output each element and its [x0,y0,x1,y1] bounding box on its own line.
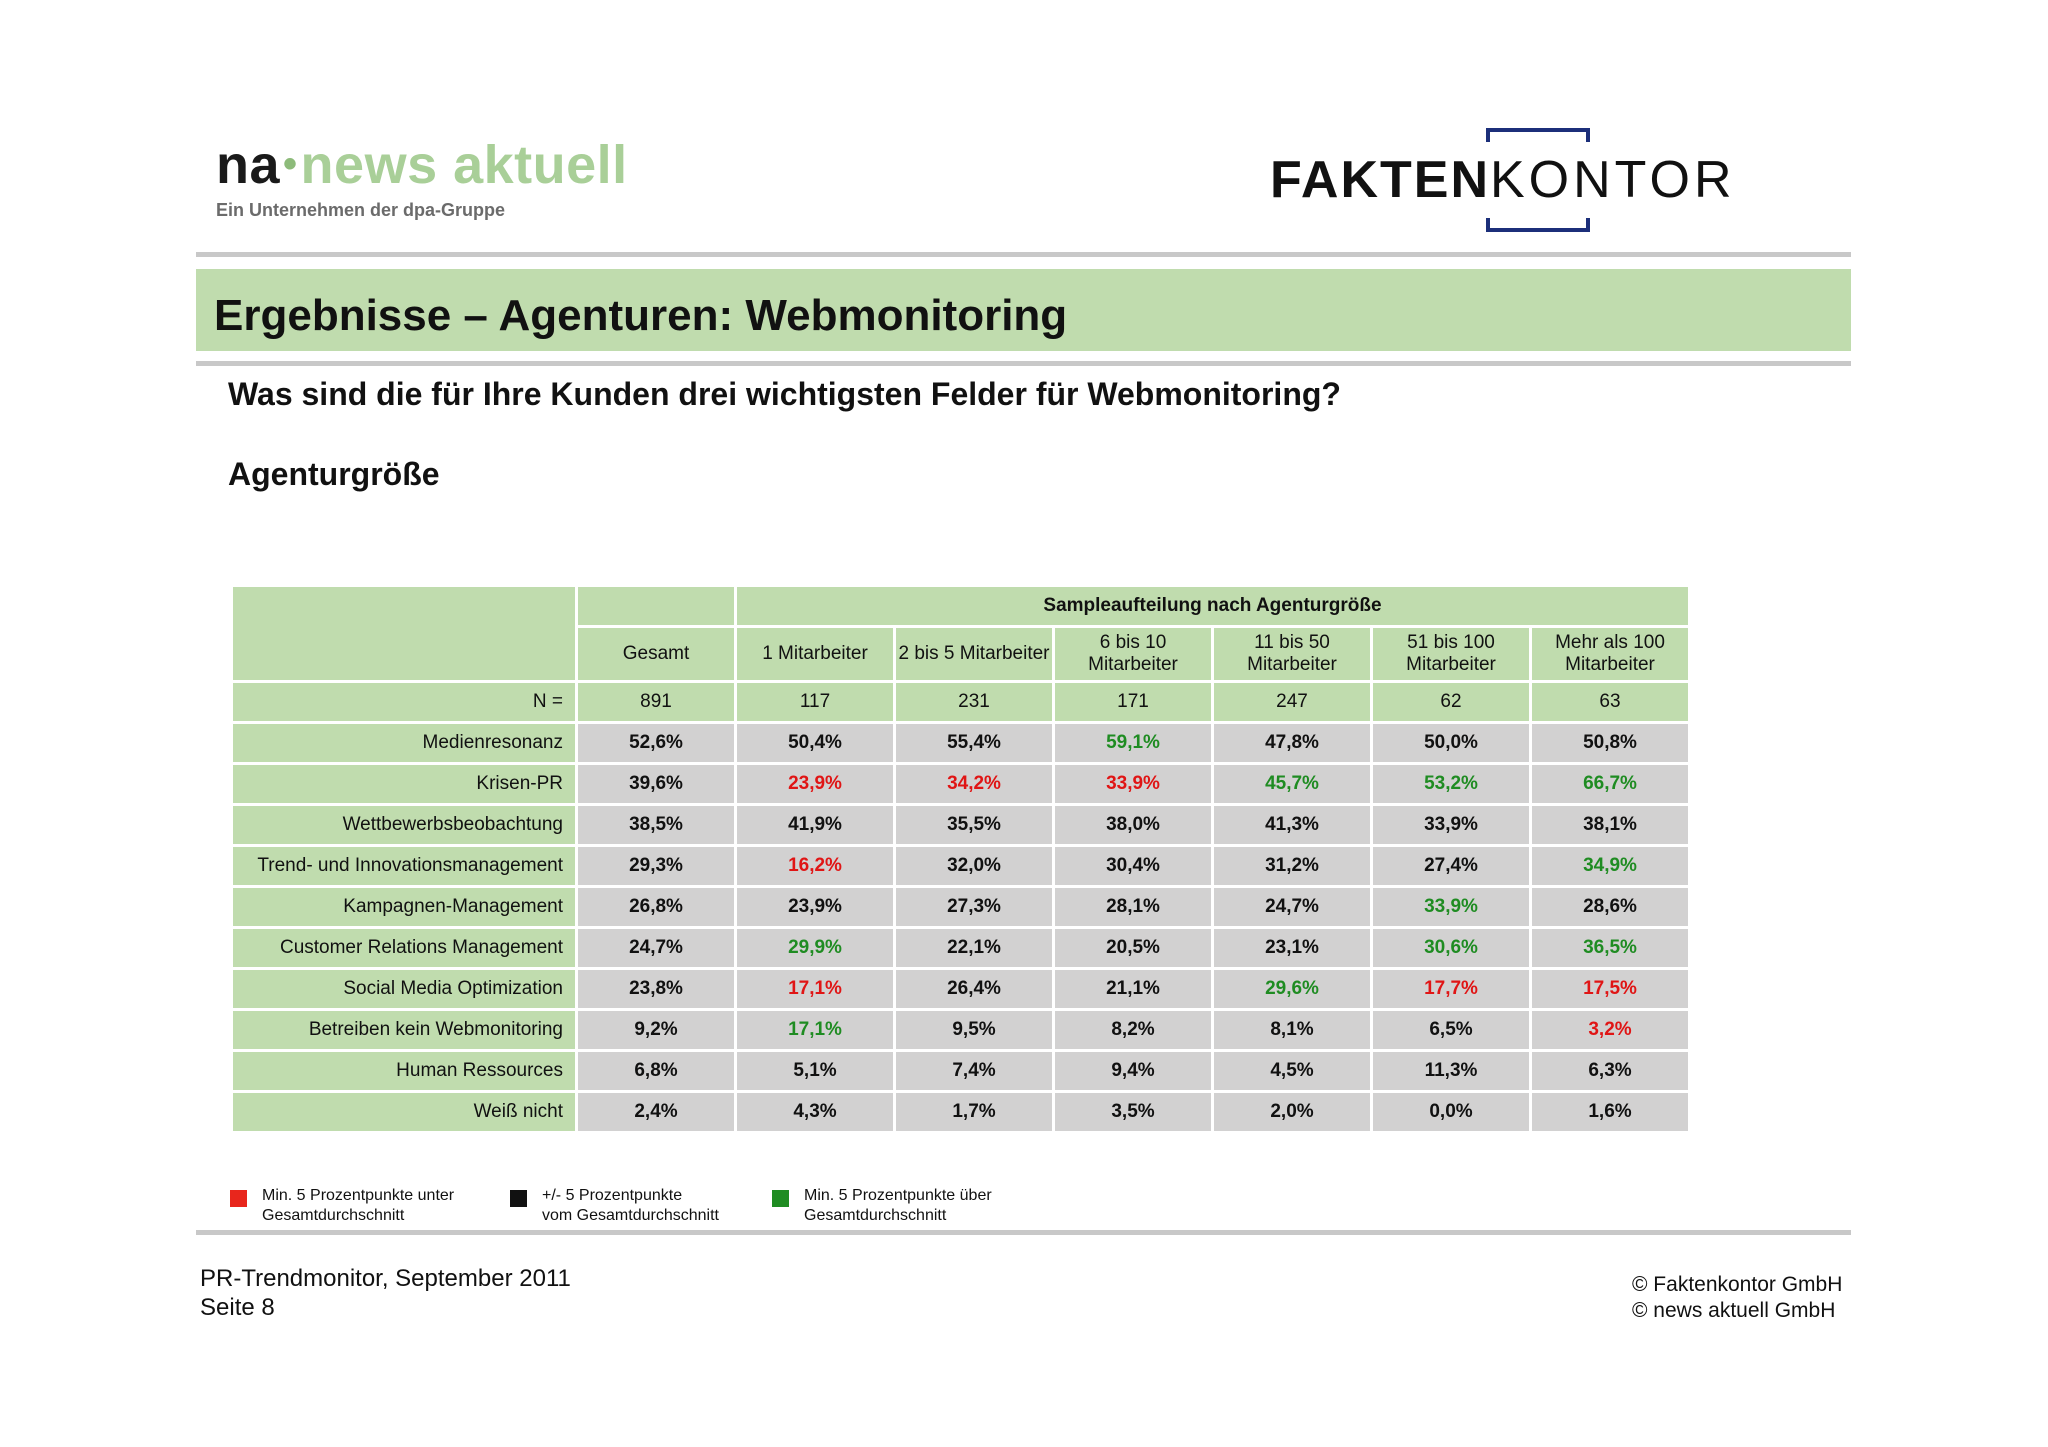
table-cell: 38,0% [1055,806,1211,844]
table-cell: 17,1% [737,1011,893,1049]
red-square-icon [230,1190,247,1207]
data-rows [233,724,1688,1131]
table-cell: 6,5% [1373,1011,1529,1049]
table-cell: 28,1% [1055,888,1211,926]
table-cell: 9,4% [1055,1052,1211,1090]
n-value: 62 [1373,683,1529,721]
na-prefix: na [216,135,281,195]
table-cell: 29,9% [737,929,893,967]
table-cell: 8,2% [1055,1011,1211,1049]
table-cell: 55,4% [896,724,1052,762]
table-cell: 23,8% [578,970,734,1008]
question-text: Was sind die für Ihre Kunden drei wichtigsten Felder für Webmonitoring? [228,376,1341,412]
table-row [233,970,1688,1008]
table-cell: 17,1% [737,970,893,1008]
table-cell: 29,3% [578,847,734,885]
table-cell: 4,3% [737,1093,893,1131]
news-aktuell-wordmark [216,135,646,195]
row-label: Krisen-PR [233,765,575,803]
table-cell: 50,0% [1373,724,1529,762]
table-cell: 7,4% [896,1052,1052,1090]
faktenkontor-logo [1268,128,1808,236]
table-cell: 34,2% [896,765,1052,803]
n-value: 231 [896,683,1052,721]
table-cell: 34,9% [1532,847,1688,885]
table-cell: 53,2% [1373,765,1529,803]
table-cell: 17,5% [1532,970,1688,1008]
table-cell: 23,9% [737,888,893,926]
table-cell: 6,3% [1532,1052,1688,1090]
n-label: N = [233,683,575,721]
table-cell: 29,6% [1214,970,1370,1008]
row-label: Human Ressources [233,1052,575,1090]
col-header-total: Gesamt [578,628,734,680]
col-header: 11 bis 50 Mitarbeiter [1214,628,1370,680]
sample-size-row [233,683,1688,721]
news-aktuell-logo [216,135,646,221]
footer-left [200,1264,571,1322]
page-number: Seite 8 [200,1294,275,1321]
na-dot: • [283,142,298,186]
n-value: 247 [1214,683,1370,721]
table-cell: 41,9% [737,806,893,844]
table-cell: 24,7% [578,929,734,967]
table-cell: 27,4% [1373,847,1529,885]
table-cell: 33,9% [1055,765,1211,803]
table-cell: 35,5% [896,806,1052,844]
col-header: Mehr als 100 Mitarbeiter [1532,628,1688,680]
table-row [233,806,1688,844]
table-cell: 22,1% [896,929,1052,967]
table-cell: 20,5% [1055,929,1211,967]
table-cell: 1,6% [1532,1093,1688,1131]
table-cell: 2,4% [578,1093,734,1131]
table-cell: 38,5% [578,806,734,844]
table-row [233,929,1688,967]
table-cell: 16,2% [737,847,893,885]
table-cell: 0,0% [1373,1093,1529,1131]
table-cell: 33,9% [1373,806,1529,844]
table-row [233,1052,1688,1090]
table-cell: 31,2% [1214,847,1370,885]
table-cell: 27,3% [896,888,1052,926]
na-brand: news aktuell [300,135,628,195]
table-cell: 23,9% [737,765,893,803]
table-cell: 11,3% [1373,1052,1529,1090]
legend-text: Gesamtdurchschnitt [804,1207,947,1224]
table-cell: 41,3% [1214,806,1370,844]
row-label: Kampagnen-Management [233,888,575,926]
header-rule [196,252,1851,257]
na-tagline: Ein Unternehmen der dpa-Gruppe [216,200,506,220]
legend-item-within [510,1186,770,1230]
row-label: Betreiben kein Webmonitoring [233,1011,575,1049]
faktenkontor-wordmark [1270,151,1736,209]
table-row [233,1011,1688,1049]
table-cell: 23,1% [1214,929,1370,967]
title-bar [196,269,1851,351]
legend-text: Min. 5 Prozentpunkte unter [262,1187,455,1204]
table-cell: 38,1% [1532,806,1688,844]
row-label: Trend- und Innovationsmanagement [233,847,575,885]
total-group-cell [578,587,734,625]
col-header: 1 Mitarbeiter [737,628,893,680]
table-cell: 26,4% [896,970,1052,1008]
table-cell: 17,7% [1373,970,1529,1008]
legend-text: +/- 5 Prozentpunkte [542,1187,683,1204]
legend-text: vom Gesamtdurchschnitt [542,1207,719,1224]
table-cell: 1,7% [896,1093,1052,1131]
table-cell: 39,6% [578,765,734,803]
table-cell: 9,5% [896,1011,1052,1049]
black-square-icon [510,1190,527,1207]
table-cell: 30,4% [1055,847,1211,885]
row-label: Weiß nicht [233,1093,575,1131]
corner-cell [233,587,575,680]
table-row [233,888,1688,926]
col-header: 6 bis 10 Mitarbeiter [1055,628,1211,680]
table-cell: 45,7% [1214,765,1370,803]
footer-right [1632,1272,1842,1324]
results-table [230,584,1691,1134]
table-cell: 28,6% [1532,888,1688,926]
table-row [233,847,1688,885]
table-cell: 26,8% [578,888,734,926]
table-cell: 4,5% [1214,1052,1370,1090]
table-cell: 24,7% [1214,888,1370,926]
table-cell: 50,8% [1532,724,1688,762]
col-header: 51 bis 100 Mitarbeiter [1373,628,1529,680]
table-row [233,765,1688,803]
page-title: Ergebnisse – Agenturen: Webmonitoring [214,291,1068,340]
table-cell: 21,1% [1055,970,1211,1008]
n-value: 171 [1055,683,1211,721]
table-cell: 33,9% [1373,888,1529,926]
table-cell: 66,7% [1532,765,1688,803]
title-rule [196,361,1851,366]
table-cell: 2,0% [1214,1093,1370,1131]
n-value: 891 [578,683,734,721]
footer-source: PR-Trendmonitor, September 2011 [200,1265,571,1292]
n-value: 117 [737,683,893,721]
table-cell: 59,1% [1055,724,1211,762]
legend-text: Min. 5 Prozentpunkte über [804,1187,992,1204]
table-cell: 8,1% [1214,1011,1370,1049]
table-cell: 52,6% [578,724,734,762]
legend-item-below [230,1186,490,1230]
table-cell: 3,5% [1055,1093,1211,1131]
copyright-faktenkontor: © Faktenkontor GmbH [1632,1273,1843,1296]
group-header: Sampleaufteilung nach Agenturgröße [737,587,1688,625]
table-cell: 32,0% [896,847,1052,885]
row-label: Customer Relations Management [233,929,575,967]
table-cell: 3,2% [1532,1011,1688,1049]
table-cell: 6,8% [578,1052,734,1090]
subheading: Agenturgröße [228,456,440,492]
table-cell: 5,1% [737,1052,893,1090]
row-label: Wettbewerbsbeobachtung [233,806,575,844]
table-cell: 36,5% [1532,929,1688,967]
footer-rule [196,1230,1851,1235]
col-header: 2 bis 5 Mitarbeiter [896,628,1052,680]
legend-item-above [772,1186,1032,1230]
green-square-icon [772,1190,789,1207]
fk-light: KONTOR [1490,151,1736,209]
row-label: Social Media Optimization [233,970,575,1008]
fk-bold: FAKTEN [1270,151,1490,209]
table-cell: 9,2% [578,1011,734,1049]
table-cell: 47,8% [1214,724,1370,762]
legend-text: Gesamtdurchschnitt [262,1207,405,1224]
table-row [233,724,1688,762]
table-cell: 50,4% [737,724,893,762]
table-cell: 30,6% [1373,929,1529,967]
row-label: Medienresonanz [233,724,575,762]
table-row [233,1093,1688,1131]
results-table-wrapper [230,584,1691,1134]
copyright-news-aktuell: © news aktuell GmbH [1632,1299,1836,1322]
n-value: 63 [1532,683,1688,721]
